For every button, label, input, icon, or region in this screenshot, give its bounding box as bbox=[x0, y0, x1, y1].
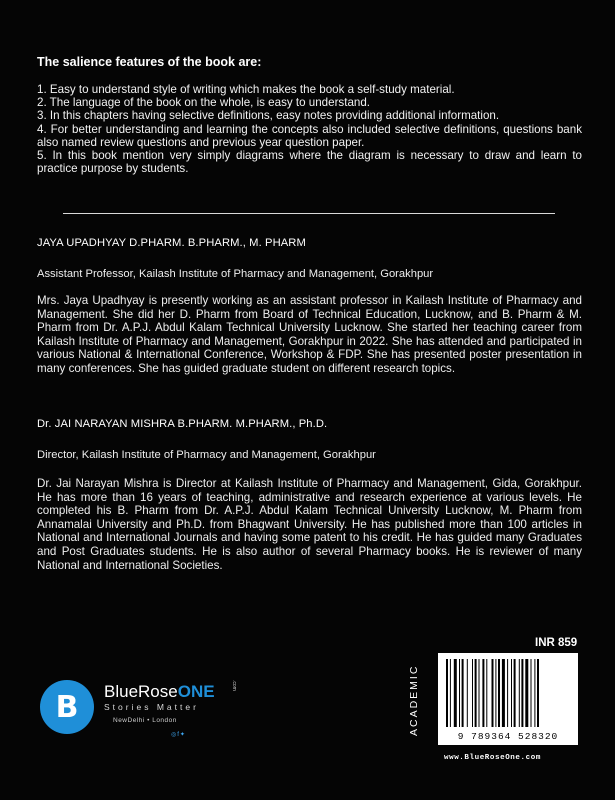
publisher-logo-icon: B bbox=[40, 680, 94, 734]
barcode-bar bbox=[537, 659, 539, 727]
isbn-number: 9 789364 528320 bbox=[457, 731, 559, 742]
barcode-icon bbox=[446, 659, 570, 727]
barcode-bar bbox=[534, 659, 535, 727]
author-1-role: Assistant Professor, Kailash Institute of Pharmacy and Management, Gorakhpur bbox=[37, 268, 434, 280]
author-1-name: JAYA UPADHYAY D.PHARM. B.PHARM., M. PHARM bbox=[37, 237, 306, 249]
barcode-bar bbox=[454, 659, 457, 727]
publisher-brand-main: BlueRose bbox=[104, 682, 178, 701]
publisher-tagline: Stories Matter bbox=[104, 702, 199, 712]
publisher-brand-suffix: .com bbox=[231, 680, 237, 691]
barcode bbox=[438, 653, 578, 745]
barcode-bar bbox=[495, 659, 496, 727]
category-label: ACADEMIC bbox=[408, 664, 420, 736]
barcode-bar bbox=[507, 659, 508, 727]
price-label: INR 859 bbox=[535, 637, 578, 649]
barcode-bar bbox=[467, 659, 468, 727]
barcode-bar bbox=[519, 659, 520, 727]
publisher-website: www.BlueRoseOne.com bbox=[444, 754, 541, 762]
feature-item: 4. For better understanding and learning the concepts also included selective definitions, questions bank also named review questions and previous year question paper. bbox=[37, 122, 582, 149]
barcode-bar bbox=[502, 659, 505, 727]
barcode-bar bbox=[525, 659, 528, 727]
author-2-role: Director, Kailash Institute of Pharmacy and Management, Gorakhpur bbox=[37, 449, 376, 461]
barcode-bar bbox=[472, 659, 473, 727]
feature-item: 3. In this chapters having selective definitions, easy notes providing additional information. bbox=[37, 109, 500, 123]
barcode-bar bbox=[498, 659, 500, 727]
publisher-brand bbox=[104, 682, 215, 702]
author-2-name: Dr. JAI NARAYAN MISHRA B.PHARM. M.PHARM., Ph.D. bbox=[37, 418, 328, 430]
barcode-bar bbox=[479, 659, 480, 727]
publisher-locations: NewDelhi • London bbox=[113, 717, 177, 724]
barcode-bar bbox=[486, 659, 487, 727]
feature-item: 2. The language of the book on the whole, is easy to understand. bbox=[37, 96, 371, 110]
publisher-brand-accent: ONE bbox=[177, 682, 215, 701]
feature-item: 1. Easy to understand style of writing which makes the book a self-study material. bbox=[37, 83, 455, 96]
barcode-bar bbox=[475, 659, 477, 727]
features-list bbox=[37, 83, 582, 175]
author-2-bio: Dr. Jai Narayan Mishra is Director at Kailash Institute of Pharmacy and Management, Gida, Gorakhpur. He has more than 16 years of teaching, administrative and research experience at various levels. He completed his B. Pharm from Dr. A.P.J. Abdul Kalam Technical University Lucknow, M. Pharm from Annamalai University and Ph.D. from Bhagwant University. He has published more than 100 articles in National and International Journals and having some patent to his credit. He has guided many Graduates and Post Graduates students. He is also author of several Pharmacy books. He is reviewer of many National and International Societies. bbox=[37, 477, 582, 572]
barcode-bar bbox=[511, 659, 512, 727]
barcode-bar bbox=[531, 659, 532, 727]
barcode-bar bbox=[492, 659, 494, 727]
barcode-bar bbox=[446, 659, 448, 727]
social-media-icon: ◎f✦ bbox=[171, 732, 186, 738]
barcode-bar bbox=[482, 659, 484, 727]
section-divider bbox=[63, 213, 555, 214]
barcode-bar bbox=[514, 659, 516, 727]
barcode-bar bbox=[462, 659, 464, 727]
barcode-bar bbox=[459, 659, 460, 727]
features-title: The salience features of the book are: bbox=[37, 55, 262, 69]
author-1-bio: Mrs. Jaya Upadhyay is presently working as an assistant professor in Kailash Institute of Pharmacy and Management. She did her D. Pharm from Board of Technical Education, Lucknow, and B. Pharm & M. Pharm from Dr. A.P.J. Abdul Kalam Technical University Lucknow. She started her teaching career from Kailash Institute of Pharmacy and Management, Gorakhpur in 2022. She has attended and participated in various National & International Conference, Workshop & FDP. She has presented poster presentation in many conferences. She has guided graduate student on different research topics. bbox=[37, 294, 582, 375]
barcode-bar bbox=[450, 659, 451, 727]
barcode-bar bbox=[521, 659, 523, 727]
feature-item: 5. In this book mention very simply diagrams where the diagram is necessary to draw and learn to practice purpose by students. bbox=[37, 149, 582, 176]
publisher-logo bbox=[40, 680, 240, 740]
